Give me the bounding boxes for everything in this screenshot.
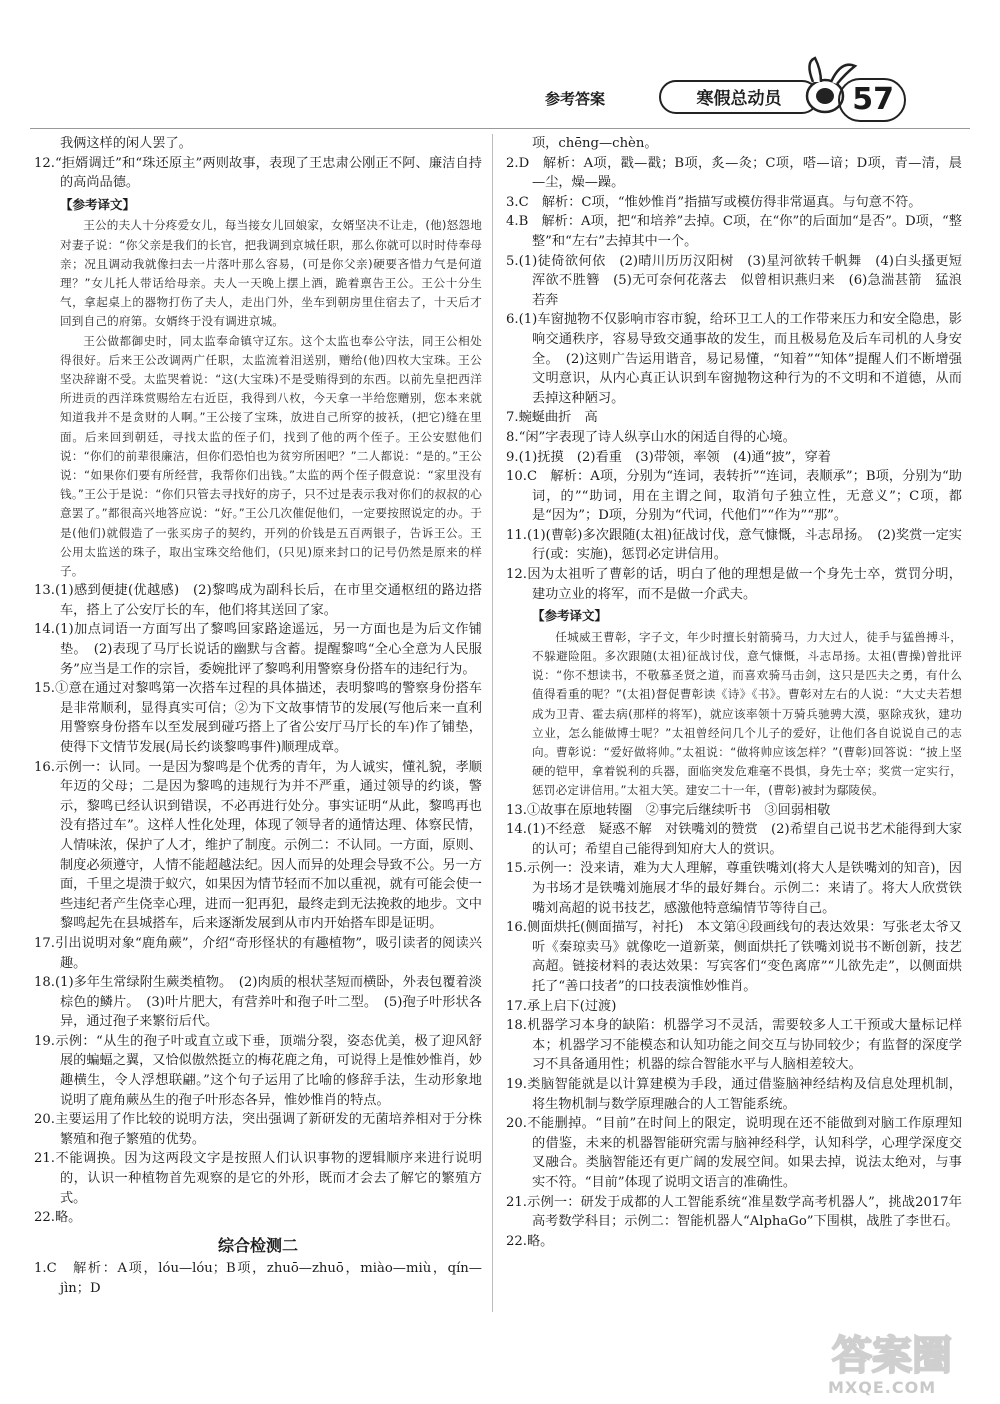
answer-15: 15.示例一：没来请，难为大人理解，尊重铁嘴刘(将大人是铁嘴刘的知音)，因为书场才是铁嘴刘施展才华的最好舞台。示例二：来请了。将大人欣赏铁嘴刘高超的说书技艺，感激他特意编情节等待自己。: [506, 861, 962, 916]
answer-12: 12.因为太祖听了曹彰的话，明白了他的理想是做一个身先士卒，赏罚分明，建功立业的将军，而不是做一介武夫。: [506, 567, 962, 602]
answer-13: 13.①故事在原地转圈 ②事完后继续听书 ③回弱相敬: [506, 802, 831, 818]
page-number: 57: [838, 78, 906, 122]
answer-1: 1.C 解析：A项，lóu—lóu；B项，zhuō—zhuō，miào—miù，qín—jìn；D: [34, 1261, 482, 1297]
answer-19: 19.类脑智能就是以计算建模为手段，通过借鉴脑神经结构及信息处理机制，将生物机制与数学原理融合的人工智能系统。: [506, 1076, 962, 1112]
page-header: [0, 0, 1000, 125]
answer-5: 5.(1)徒倚欲何依 (2)晴川历历汉阳树 (3)星河欲转千帆舞 (4)白头搔更短 浑欲不胜簪 (5)无可奈何花落去 似曾相识燕归来 (6)急湍甚箭 猛浪若奔: [506, 253, 976, 308]
answer-2: 2.D 解析：A项，戳—戳；B项，炙—灸；C项，嗒—谙；D项，青—清，晨—尘，燥—躁。: [506, 155, 962, 191]
right-column: [506, 134, 976, 1251]
answer-11: 11.(1)(曹彰)多次跟随(太祖)征战讨伐，意气慷慨，斗志昂扬。 (2)奖赏一定实行(或：实施)，惩罚必定讲信用。: [506, 527, 962, 563]
answer-20: 20.不能删掉。“目前”在时间上的限定，说明现在还不能做到对脑工作原理知的借鉴，未来的机器智能研究需与脑神经科学，认知科学，心理学深度交叉融合。类脑智能还有更广阔的发展空间。如果去掉，说法太绝对，与事实不符。“目前”体现了说明文语言的准确性。: [506, 1116, 962, 1190]
answer-12: 12.“拒婿调迁”和“珠还原主”两则故事，表现了王忠肃公刚正不阿、廉洁自持的高尚品德。: [34, 155, 482, 191]
answer-18: 18.机器学习本身的缺陷：机器学习不灵活，需要较多人工干预或大量标记样本；机器学习不能模态和认知功能之间交互与协同较少；有监督的深度学习不具备通用性；机器的综合智能水平与人脑相差较大。: [506, 1018, 962, 1073]
answer-continuation: 我俩这样的闲人罢了。: [60, 136, 192, 151]
answer-21: 21.不能调换。因为这两段文字是按照人们认识事物的逻辑顺序来进行说明的，认识一种植物首先观察的是它的外形，既而才会去了解它的繁殖方式。: [34, 1151, 482, 1206]
answer-13: 13.(1)感到便捷(优越感) (2)黎鸣成为副科长后，在市里交通枢纽的路边搭车，搭上了公安厅长的车，他们将其送回了家。: [34, 583, 482, 618]
translation-para-2: 王公做都御史时，同太监奉命镇守辽东。这个太监也奉公守法，同王公相处得很好。后来王公改调两广任职，太监流着泪送别，赠给(他)四枚大宝珠。王公坚决辞谢不受。太监哭着说：“这(大宝珠)不是受贿得到的东西。以前先皇把西洋所进贡的西洋珠赏赐给左右近臣，我得到八枚，今天拿一半给您赠别，您本来就知道我并不是贪财的人啊。”王公接了宝珠，放进自己所穿的披袄，(把它)缝在里面。后来回到朝廷，寻找太监的侄子们，找到了他的两个侄子。王公安慰他们说：“你们的前辈很廉洁，但你们恐怕也为贫穷所困吧？”二人都说：“是的。”王公说：“如果你们要有所经营，我帮你们出钱。”太监的两个侄子假意说：“家里没有钱。”王公于是说：“你们只管去寻找好的房子，只不过是表示我对你们的叔叔的心意罢了。”都很高兴地答应说：“好。”王公几次催促他们，一定要按照说定的办。于是(他们)就假造了一张买房子的契约，开列的价钱是五百两银子，告诉王公。王公用太监送的珠子，取出宝珠交给他们，(只见)原来封口的记号仍然是原来的样子。: [60, 333, 482, 579]
translation-para-1: 王公的夫人十分疼爱女儿，每当接女儿回娘家，女婿坚决不让走，(他)怒怨地对妻子说：“你父亲是我们的长官，把我调到京城任职，那么你就可以时时侍奉母亲；况且调动我就像扫去一片落叶那么容易，(可是你父亲)硬要吝惜力气是何道理？”女儿托人带话给母亲。夫人一天晚上摆上酒，跪着禀告王公。王公十分生气，拿起桌上的器物打伤了夫人，走出门外，坐车到朝房里住宿去了，十天后才回到自己的府第。女婿终于没有调进京城。: [60, 218, 482, 329]
watermark-url: MXQE.COM: [828, 1378, 937, 1397]
answer-4: 4.B 解析：A项，把“和培养”去掉。C项，在“你”的后面加“是否”。D项，“整整”和“左右”去掉其中一个。: [506, 214, 962, 249]
answer-20: 20.主要运用了作比较的说明方法，突出强调了新研发的无菌培养相对于分株繁殖和孢子繁殖的优势。: [34, 1112, 482, 1147]
answer-8: 8.“闲”字表现了诗人纵享山水的闲适自得的心境。: [506, 429, 796, 445]
answer-continuation: 项，chēng—chèn。: [532, 136, 658, 151]
header-label: 参考答案: [545, 90, 606, 108]
answer-16: 16.侧面烘托(侧面描写，衬托) 本文第④段画线句的表达效果：写张老太爷又听《秦琼卖马》就像吃一道新菜，侧面烘托了铁嘴刘说书不断创新，技艺高超。链接材料的表达效果：写宾客们“变色离席”“儿欲先走”，以侧面烘托了“善口技者”的口技表演惟妙惟肖。: [506, 920, 962, 995]
answer-7: 7.蜿蜒曲折 高: [506, 410, 598, 426]
answer-15: 15.①意在通过对黎鸣第一次搭车过程的具体描述，表明黎鸣的警察身份搭车是非常顺利，显得真实可信；②为下文故事情节的发展(写他后来一直利用警察身份搭车以至发展到碰巧搭上了省公安厅马厅长的车)作了铺垫，使得下文情节发展(局长约谈黎鸣事件)顺理成章。: [34, 681, 482, 755]
answer-19: 19.示例：“从生的孢子叶或直立或下垂，顶端分裂，姿态优美，极了迎风舒展的蝙蝠之翼，又恰似傲然挺立的梅花鹿之角，可说得上是惟妙惟肖，妙趣横生，令人浮想联翩。”这个句子运用了比喻的修辞手法，生动形象地说明了鹿角蕨丛生的孢子叶形态各异，惟妙惟肖的特点。: [34, 1033, 482, 1108]
translation-para-3: 任城威王曹彰，字子文，年少时擅长射箭骑马，力大过人，徒手与猛兽搏斗，不躲避险阻。多次跟随(太祖)征战讨伐，意气慷慨，斗志昂扬。太祖(曹操)曾批评说：“你不想读书，不敬慕圣贤之道，而喜欢骑马击剑，这只是匹夫之勇，有什么值得看重的呢？”(太祖)督促曹彰读《诗》《书》。曹彰对左右的人说：“大丈夫若想成为卫青、霍去病(那样的将军)，就应该率领十万骑兵驰骋大漠，驱除戎狄，建功立业，怎么能做博士呢？”太祖曾经问几个儿子的爱好，让他们各自说说自己的志向。曹彰说：“爱好做将帅。”太祖说：“做将帅应该怎样？”(曹彰)回答说：“披上坚硬的铠甲，拿着锐利的兵器，面临突发危难毫不畏惧，身先士卒；奖赏一定实行，惩罚必定讲信用。”太祖大笑。建安二十一年，(曹彰)被封为鄢陵侯。: [532, 629, 962, 798]
answer-22: 22.略。: [34, 1210, 82, 1226]
column-divider: [492, 134, 493, 1312]
answer-18: 18.(1)多年生常绿附生蕨类植物。 (2)肉质的根状茎短而横卧，外表包覆着淡棕色的鳞片。 (3)叶片肥大，有营养叶和孢子叶二型。 (5)孢子叶形状各异，通过孢子来繁衍后代。: [34, 975, 482, 1030]
watermark-logo-text: 答案圈: [832, 1333, 952, 1379]
translation-tag: 【参考译文】: [532, 608, 608, 624]
header-rule: [30, 128, 970, 129]
answer-17: 17.承上启下(过渡): [506, 998, 617, 1014]
answer-6: 6.(1)车窗抛物不仅影响市容市貌，给环卫工人的工作带来压力和安全隐患，影响交通秩序，容易导致交通事故的发生，而且极易危及后车司机的人身安全。 (2)这则广告运用谐音，易记易懂，“知着”“知体”提醒人们不断增强文明意识，从内心真正认识到车窗抛物这种行为的不文明和不道德，从而丢掉这种陋习。: [506, 312, 962, 406]
answer-16: 16.示例一：认同。一是因为黎鸣是个优秀的青年，为人诚实，懂礼貌，孝顺年迈的父母；二是因为黎鸣的违规行为并不严重，通过领导的约谈，警示，黎鸣已经认识到错误，不必再进行处分。事实证明“从此，黎鸣再也没有搭过车”。这样人性化处理，体现了领导者的通情达理、体察民情，人情味浓，保护了人才，维护了制度。示例二：不认同。一方面，原则、制度必须遵守，人情不能超越法纪。因人而异的处理会导致不公。另一方面，千里之堤溃于蚁穴，如果因为情节轻而不加以重视，就有可能会使一些违纪者产生侥幸心理，进而一犯再犯，最终走到无法挽救的地步。文中黎鸣起先在县城搭车，后来逐渐发展到从市内开始搭车即是证明。: [34, 759, 482, 932]
left-column: [34, 134, 482, 1299]
answer-14: 14.(1)不经意 疑惑不解 对铁嘴刘的赞赏 (2)希望自己说书艺术能得到大家的认可；希望自己能得到知府大人的赏识。: [506, 822, 962, 857]
answer-17: 17.引出说明对象“鹿角蕨”，介绍“奇形怪状的有趣植物”，吸引读者的阅读兴趣。: [34, 935, 482, 971]
answer-14: 14.(1)加点词语一方面写出了黎鸣回家路途遥远，另一方面也是为后文作铺垫。 (2)表现了马厅长说话的幽默与含蓄。提醒黎鸣“全心全意为人民服务”应当是工作的宗旨，委婉批评了黎鸣利用警察身份搭车的违纪行为。: [34, 622, 482, 677]
answer-22: 22.略。: [506, 1233, 554, 1249]
answer-3: 3.C 解析：C项，“惟妙惟肖”指描写或模仿得非常逼真。与句意不符。: [506, 194, 922, 210]
header-title: 寒假总动员: [659, 80, 819, 114]
answer-10: 10.C 解析：A项，分别为“连词，表转折”“连词，表顺承”；B项，分别为“助词，的”“助词，用在主谓之间，取消句子独立性，无意义”；C项，都是“因为”；D项，分别为“代词，代他们”“作为”“那”。: [506, 469, 962, 524]
answer-21: 21.示例一：研发于成都的人工智能系统“准星数学高考机器人”，挑战2017年高考数学科目；示例二：智能机器人“AlphaGo”下围棋，战胜了李世石。: [506, 1194, 962, 1230]
answer-9: 9.(1)抚摸 (2)看重 (3)带领，率领 (4)通“披”，穿着: [506, 449, 831, 465]
section-title: 综合检测二: [217, 1235, 298, 1255]
translation-tag: 【参考译文】: [60, 196, 136, 212]
